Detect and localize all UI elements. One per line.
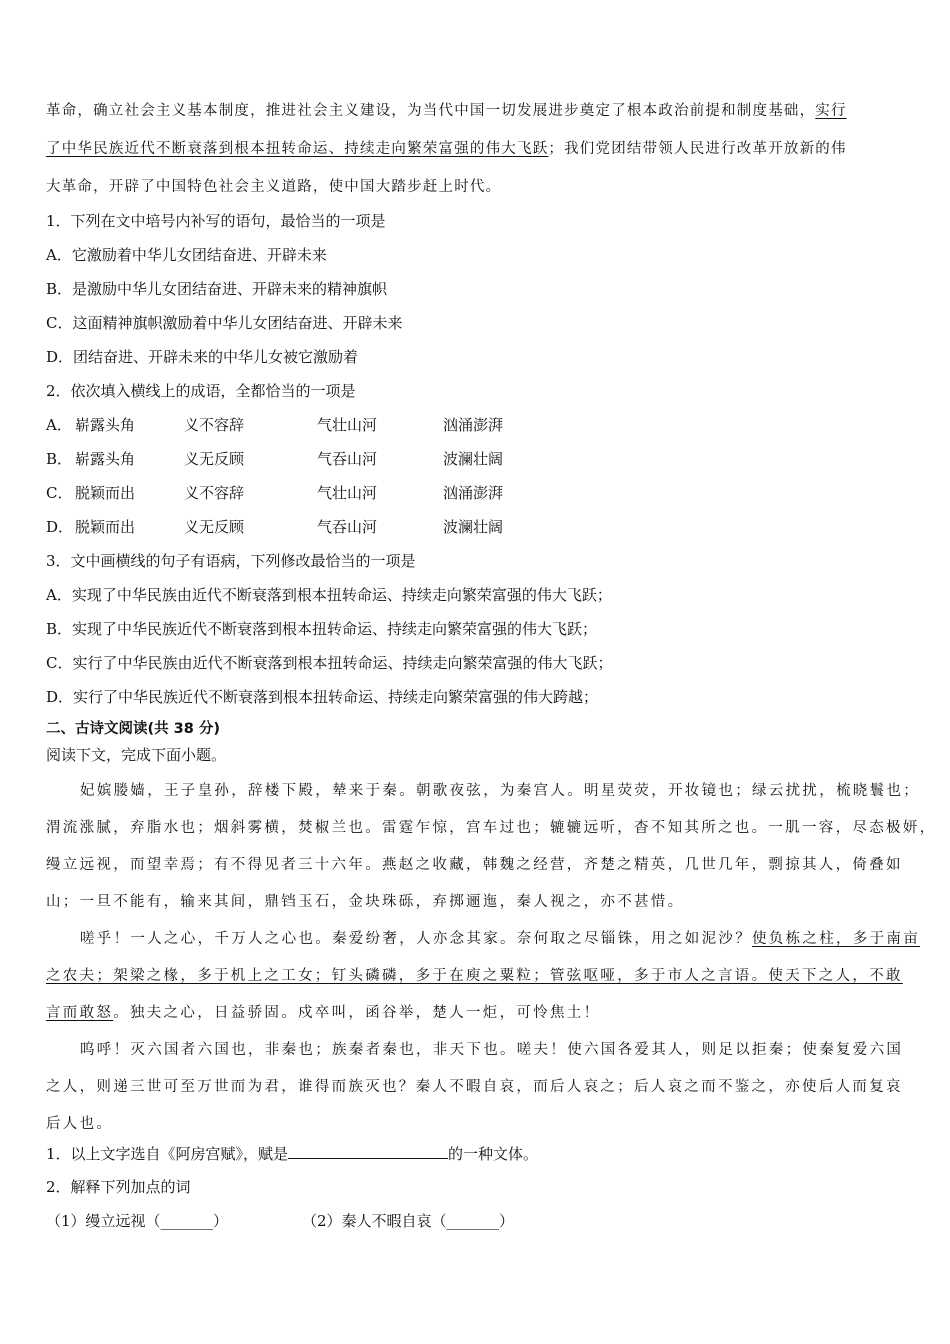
classical-text: 嗟乎！一人之心，千万人之心也。秦爱纷奢，人亦念其家。奈何取之尽锱铢，用之如泥沙？ <box>80 931 752 947</box>
option-label: A． <box>46 416 72 434</box>
answer-blank[interactable] <box>288 1143 448 1159</box>
question-1-option-c: C．这面精神旗帜激励着中华儿女团结奋进、开辟未来 <box>46 314 403 332</box>
idiom-1: 崭露头角 <box>75 416 136 434</box>
section-heading: 二、古诗文阅读(共 38 分) <box>46 721 221 737</box>
passage-text: 革命，确立社会主义基本制度，推进社会主义建设，为当代中国一切发展进步奠定了根本政治前提和制度基础， <box>46 103 816 119</box>
question-1-option-b: B．是激励中华儿女团结奋进、开辟未来的精神旗帜 <box>46 280 388 298</box>
option-label: B． <box>46 450 73 468</box>
idiom-4: 汹涌澎湃 <box>443 484 504 502</box>
classical-p1-line-4: 山；一旦不能有，输来其间，鼎铛玉石，金块珠砾，弃掷逦迤，秦人视之，亦不甚惜。 <box>46 894 685 910</box>
idiom-3: 气壮山河 <box>317 416 378 434</box>
idiom-4: 波澜壮阔 <box>443 450 504 468</box>
classical-p3-line-1: 呜呼！灭六国者六国也，非秦也；族秦者秦也，非天下也。嗟夫！使六国各爱其人，则足以拒秦；使秦复爱六国 <box>80 1042 904 1058</box>
question-3-stem: 3．文中画横线的句子有语病，下列修改最恰当的一项是 <box>46 552 416 570</box>
classical-p2-line-1 <box>80 929 920 949</box>
passage-line-1 <box>46 101 900 121</box>
classical-p2-line-2: 之农夫；架梁之椽，多于机上之工女；钉头磷磷，多于在庾之粟粒；管弦呕哑，多于市人之言语。使天下之人，不敢 <box>46 968 903 984</box>
option-label: D． <box>46 518 74 536</box>
idiom-2: 义无反顾 <box>184 518 245 536</box>
question-text: 1．以上文字选自《阿房宫赋》，赋是 <box>46 1145 289 1163</box>
classical-question-2-item-2: （2）秦人不暇自哀（_______） <box>302 1212 515 1230</box>
classical-question-2-item-1: （1）缦立远视（_______） <box>46 1212 229 1230</box>
idiom-2: 义不容辞 <box>184 416 245 434</box>
question-1-option-a: A．它激励着中华儿女团结奋进、开辟未来 <box>46 246 327 264</box>
idiom-1: 脱颖而出 <box>75 484 136 502</box>
idiom-1: 崭露头角 <box>75 450 136 468</box>
question-2-stem: 2．依次填入横线上的成语，全都恰当的一项是 <box>46 382 356 400</box>
classical-p1-line-1: 妃嫔媵嫱，王子皇孙，辞楼下殿，辇来于秦。朝歌夜弦，为秦宫人。明星荧荧，开妆镜也；绿云扰扰，梳晓鬟也； <box>80 783 920 799</box>
idiom-3: 气壮山河 <box>317 484 378 502</box>
underlined-sentence: 使负栋之柱，多于南亩 <box>752 931 920 947</box>
passage-line-2 <box>46 139 900 159</box>
option-label: C． <box>46 484 73 502</box>
classical-p1-line-2: 渭流涨腻，弃脂水也；烟斜雾横，焚椒兰也。雷霆乍惊，宫车过也；辘辘远听，杳不知其所之也。一肌一容，尽态极妍， <box>46 820 937 836</box>
question-3-option-d: D．实行了中华民族近代不断衰落到根本扭转命运、持续走向繁荣富强的伟大跨越； <box>46 688 599 706</box>
idiom-4: 波澜壮阔 <box>443 518 504 536</box>
underlined-sentence: 了中华民族近代不断衰落到根本扭转命运、持续走向繁荣富强的伟大飞跃 <box>46 141 549 157</box>
question-3-option-b: B．实现了中华民族近代不断衰落到根本扭转命运、持续走向繁荣富强的伟大飞跃； <box>46 620 598 638</box>
idiom-3: 气吞山河 <box>317 450 378 468</box>
passage-line-3: 大革命，开辟了中国特色社会主义道路，使中国大踏步赶上时代。 <box>46 179 502 195</box>
question-3-option-a: A．实现了中华民族由近代不断衰落到根本扭转命运、持续走向繁荣富强的伟大飞跃； <box>46 586 612 604</box>
underlined-sentence: 实行 <box>815 103 847 119</box>
passage-text: ；我们党团结带领人民进行改革开放新的伟 <box>548 141 847 157</box>
idiom-3: 气吞山河 <box>317 518 378 536</box>
classical-p1-line-3: 缦立远视，而望幸焉；有不得见者三十六年。燕赵之收藏，韩魏之经营，齐楚之精英，几世几年，剽掠其人，倚叠如 <box>46 857 903 873</box>
idiom-1: 脱颖而出 <box>75 518 136 536</box>
classical-p3-line-2: 之人，则递三世可至万世而为君，谁得而族灭也？秦人不暇自哀，而后人哀之；后人哀之而不鉴之，亦使后人而复哀 <box>46 1079 903 1095</box>
classical-p3-line-3: 后人也。 <box>46 1116 114 1132</box>
classical-p2-line-3 <box>46 1003 600 1023</box>
question-1-stem: 1．下列在文中培号内补写的语句，最恰当的一项是 <box>46 212 386 230</box>
question-1-option-d: D．团结奋进、开辟未来的中华儿女被它激励着 <box>46 348 359 366</box>
question-3-option-c: C．实行了中华民族由近代不断衰落到根本扭转命运、持续走向繁荣富强的伟大飞跃； <box>46 654 613 672</box>
idiom-4: 汹涌澎湃 <box>443 416 504 434</box>
question-text: 的一种文体。 <box>448 1145 539 1163</box>
classical-question-1 <box>46 1143 538 1164</box>
idiom-2: 义不容辞 <box>184 484 245 502</box>
reading-instruction: 阅读下文，完成下面小题。 <box>46 746 227 764</box>
underlined-sentence: 言而敢怒 <box>46 1005 114 1021</box>
idiom-2: 义无反顾 <box>184 450 245 468</box>
classical-text: 。独夫之心，日益骄固。戍卒叫，函谷举，楚人一炬，可怜焦土！ <box>113 1005 601 1021</box>
classical-question-2-stem: 2．解释下列加点的词 <box>46 1178 191 1196</box>
